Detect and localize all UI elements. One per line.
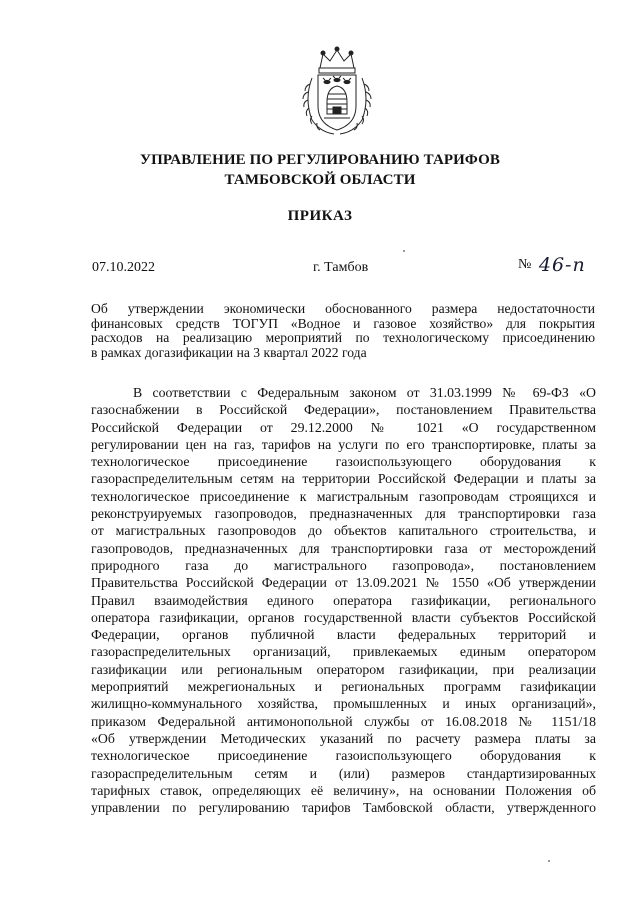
- body-line: оператора газификации, органов государственной власти субъектов Российской: [91, 609, 596, 625]
- body-line: управлении по регулированию тарифов Тамбовской области, утвержденного: [91, 800, 596, 816]
- body-line: приказом Федеральной антимонопольной службы от 16.08.2018 № 1151/18: [91, 713, 596, 729]
- scan-speck: [403, 250, 405, 252]
- body-line: природного газа до магистрального газопровода», постановлением: [91, 557, 596, 573]
- subject-line: финансовых средств ТОГУП «Водное и газовое хозяйство» для покрытия: [91, 315, 595, 331]
- body-line: газопроводов, предназначенных для транспортировки газа от месторождений: [91, 540, 596, 556]
- document-city: г. Тамбов: [313, 260, 369, 275]
- body-line: жилищно-коммунального хозяйства, промышленных и иных организаций»,: [91, 696, 596, 712]
- order-body-paragraph: [91, 384, 596, 816]
- body-line: газификации или региональным оператором газификации, при реализации: [91, 661, 596, 677]
- body-line: технологическое присоединение к магистральным газопроводам строящихся и: [91, 488, 596, 504]
- body-line: реконструируемых газопроводов, предназначенных для транспортировки газа: [91, 506, 596, 522]
- tambov-coat-of-arms-emblem: [298, 44, 376, 140]
- document-number-handwritten-value: 46-п: [538, 254, 586, 276]
- body-line: мероприятий межрегиональных и региональных программ газификации: [91, 679, 596, 695]
- body-line: газораспределительных организаций, привлекаемых единым оператором: [91, 644, 596, 660]
- body-line: газоснабжении в Российской Федерации», постановлением Правительства: [91, 402, 596, 418]
- order-subject: [91, 302, 595, 360]
- body-line: регулировании цен на газ, тарифов на услуги по его транспортировке, платы за: [91, 436, 596, 452]
- document-type-heading: ПРИКАЗ: [287, 208, 353, 224]
- body-line: тарифных ставок, определяющих её величину», на основании Положения об: [91, 782, 596, 798]
- scan-speck: [548, 860, 550, 862]
- subject-line: в рамках догазификации на 3 квартал 2022 года: [91, 344, 367, 360]
- organization-title: [0, 150, 640, 190]
- subject-line: расходов на реализацию мероприятий по технологическому присоединению: [91, 330, 595, 345]
- organization-title-line-1: УПРАВЛЕНИЕ ПО РЕГУЛИРОВАНИЮ ТАРИФОВ: [140, 152, 500, 168]
- body-line: Правительства Российской Федерации от 13.09.2021 № 1550 «Об утверждении: [91, 575, 596, 591]
- body-line: В соответствии с Федеральным законом от 31.03.1999 № 69-ФЗ «О: [133, 385, 596, 400]
- body-line: Федерации, органов публичной власти федеральных территорий и: [91, 627, 596, 643]
- body-line: технологическое присоединение газоиспользующего оборудования к: [91, 748, 596, 764]
- document-date: 07.10.2022: [92, 260, 155, 275]
- document-number: [518, 254, 586, 276]
- body-line: Российской Федерации от 29.12.2000 № 1021 «О государственном: [91, 419, 596, 435]
- subject-line: Об утверждении экономически обоснованного размера недостаточности: [91, 301, 595, 316]
- document-number-label: №: [518, 257, 532, 272]
- body-line: от магистральных газопроводов до объектов капитального строительства, и: [91, 523, 596, 539]
- body-line: Правил взаимодействия единого оператора газификации, регионального: [91, 592, 596, 608]
- body-line: «Об утверждении Методических указаний по расчету размера платы за: [91, 730, 596, 746]
- body-line: газораспределительным сетям и (или) размеров стандартизированных: [91, 765, 596, 781]
- body-line: газораспределительным сетям на территории Российской Федерации и платы за: [91, 471, 596, 487]
- body-line: технологическое присоединение газоиспользующего оборудования к: [91, 454, 596, 470]
- organization-title-line-2: ТАМБОВСКОЙ ОБЛАСТИ: [224, 172, 416, 188]
